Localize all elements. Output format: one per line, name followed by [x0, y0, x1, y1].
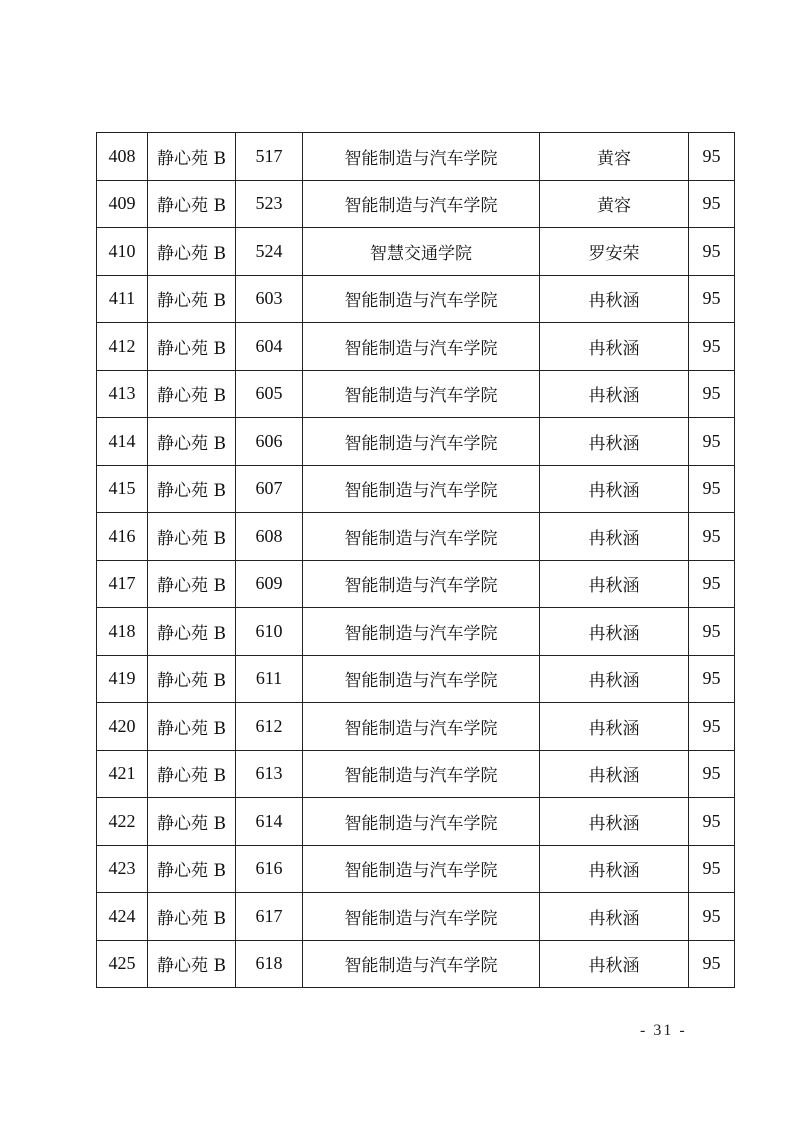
table-row	[97, 703, 735, 751]
score-cell: 95	[689, 703, 735, 751]
row-number-cell: 419	[97, 655, 148, 703]
table-row	[97, 560, 735, 608]
college-cell: 智能制造与汽车学院	[303, 513, 540, 561]
score-cell: 95	[689, 608, 735, 656]
row-number-cell: 416	[97, 513, 148, 561]
row-number-cell: 410	[97, 228, 148, 276]
row-number-cell: 413	[97, 370, 148, 418]
row-number-cell: 422	[97, 798, 148, 846]
score-cell: 95	[689, 750, 735, 798]
room-number-cell: 616	[236, 845, 303, 893]
table-row	[97, 513, 735, 561]
score-cell: 95	[689, 180, 735, 228]
building-cell: 静心苑 B	[148, 418, 236, 466]
score-cell: 95	[689, 845, 735, 893]
row-number-cell: 412	[97, 323, 148, 371]
table-row	[97, 418, 735, 466]
row-number-cell: 411	[97, 275, 148, 323]
room-number-cell: 612	[236, 703, 303, 751]
room-number-cell: 608	[236, 513, 303, 561]
college-cell: 智能制造与汽车学院	[303, 275, 540, 323]
college-cell: 智能制造与汽车学院	[303, 133, 540, 181]
row-number-cell: 417	[97, 560, 148, 608]
dormitory-score-table	[96, 132, 735, 988]
room-number-cell: 517	[236, 133, 303, 181]
building-cell: 静心苑 B	[148, 180, 236, 228]
college-cell: 智能制造与汽车学院	[303, 940, 540, 988]
college-cell: 智能制造与汽车学院	[303, 798, 540, 846]
score-cell: 95	[689, 228, 735, 276]
person-name-cell: 冉秋涵	[540, 893, 689, 941]
table-row	[97, 750, 735, 798]
building-cell: 静心苑 B	[148, 370, 236, 418]
table-row	[97, 133, 735, 181]
table-row	[97, 893, 735, 941]
person-name-cell: 冉秋涵	[540, 750, 689, 798]
dormitory-score-table-container	[96, 132, 734, 988]
college-cell: 智能制造与汽车学院	[303, 703, 540, 751]
person-name-cell: 冉秋涵	[540, 465, 689, 513]
row-number-cell: 418	[97, 608, 148, 656]
table-row	[97, 323, 735, 371]
score-cell: 95	[689, 323, 735, 371]
room-number-cell: 618	[236, 940, 303, 988]
room-number-cell: 607	[236, 465, 303, 513]
room-number-cell: 605	[236, 370, 303, 418]
row-number-cell: 424	[97, 893, 148, 941]
person-name-cell: 冉秋涵	[540, 608, 689, 656]
row-number-cell: 421	[97, 750, 148, 798]
building-cell: 静心苑 B	[148, 465, 236, 513]
person-name-cell: 罗安荣	[540, 228, 689, 276]
college-cell: 智能制造与汽车学院	[303, 370, 540, 418]
college-cell: 智能制造与汽车学院	[303, 180, 540, 228]
person-name-cell: 冉秋涵	[540, 513, 689, 561]
table-row	[97, 370, 735, 418]
score-cell: 95	[689, 418, 735, 466]
building-cell: 静心苑 B	[148, 845, 236, 893]
person-name-cell: 冉秋涵	[540, 418, 689, 466]
score-cell: 95	[689, 465, 735, 513]
building-cell: 静心苑 B	[148, 513, 236, 561]
room-number-cell: 613	[236, 750, 303, 798]
person-name-cell: 黄容	[540, 133, 689, 181]
college-cell: 智慧交通学院	[303, 228, 540, 276]
room-number-cell: 604	[236, 323, 303, 371]
person-name-cell: 冉秋涵	[540, 560, 689, 608]
room-number-cell: 609	[236, 560, 303, 608]
person-name-cell: 冉秋涵	[540, 703, 689, 751]
table-row	[97, 275, 735, 323]
score-cell: 95	[689, 370, 735, 418]
room-number-cell: 603	[236, 275, 303, 323]
building-cell: 静心苑 B	[148, 608, 236, 656]
row-number-cell: 415	[97, 465, 148, 513]
college-cell: 智能制造与汽车学院	[303, 655, 540, 703]
score-cell: 95	[689, 560, 735, 608]
row-number-cell: 409	[97, 180, 148, 228]
person-name-cell: 冉秋涵	[540, 655, 689, 703]
building-cell: 静心苑 B	[148, 323, 236, 371]
college-cell: 智能制造与汽车学院	[303, 750, 540, 798]
room-number-cell: 610	[236, 608, 303, 656]
person-name-cell: 冉秋涵	[540, 940, 689, 988]
building-cell: 静心苑 B	[148, 133, 236, 181]
table-body	[97, 133, 735, 988]
score-cell: 95	[689, 275, 735, 323]
room-number-cell: 606	[236, 418, 303, 466]
building-cell: 静心苑 B	[148, 703, 236, 751]
college-cell: 智能制造与汽车学院	[303, 608, 540, 656]
college-cell: 智能制造与汽车学院	[303, 323, 540, 371]
college-cell: 智能制造与汽车学院	[303, 845, 540, 893]
row-number-cell: 420	[97, 703, 148, 751]
college-cell: 智能制造与汽车学院	[303, 560, 540, 608]
row-number-cell: 425	[97, 940, 148, 988]
building-cell: 静心苑 B	[148, 798, 236, 846]
table-row	[97, 655, 735, 703]
score-cell: 95	[689, 940, 735, 988]
score-cell: 95	[689, 513, 735, 561]
college-cell: 智能制造与汽车学院	[303, 418, 540, 466]
building-cell: 静心苑 B	[148, 940, 236, 988]
building-cell: 静心苑 B	[148, 228, 236, 276]
score-cell: 95	[689, 893, 735, 941]
room-number-cell: 617	[236, 893, 303, 941]
table-row	[97, 940, 735, 988]
score-cell: 95	[689, 798, 735, 846]
person-name-cell: 冉秋涵	[540, 275, 689, 323]
room-number-cell: 524	[236, 228, 303, 276]
building-cell: 静心苑 B	[148, 655, 236, 703]
person-name-cell: 黄容	[540, 180, 689, 228]
row-number-cell: 414	[97, 418, 148, 466]
building-cell: 静心苑 B	[148, 560, 236, 608]
building-cell: 静心苑 B	[148, 275, 236, 323]
table-row	[97, 465, 735, 513]
table-row	[97, 608, 735, 656]
person-name-cell: 冉秋涵	[540, 370, 689, 418]
score-cell: 95	[689, 655, 735, 703]
room-number-cell: 523	[236, 180, 303, 228]
room-number-cell: 611	[236, 655, 303, 703]
page-number: - 31 -	[640, 1022, 687, 1039]
row-number-cell: 408	[97, 133, 148, 181]
table-row	[97, 798, 735, 846]
college-cell: 智能制造与汽车学院	[303, 465, 540, 513]
score-cell: 95	[689, 133, 735, 181]
table-row	[97, 845, 735, 893]
person-name-cell: 冉秋涵	[540, 798, 689, 846]
row-number-cell: 423	[97, 845, 148, 893]
room-number-cell: 614	[236, 798, 303, 846]
building-cell: 静心苑 B	[148, 893, 236, 941]
table-row	[97, 228, 735, 276]
building-cell: 静心苑 B	[148, 750, 236, 798]
table-row	[97, 180, 735, 228]
college-cell: 智能制造与汽车学院	[303, 893, 540, 941]
person-name-cell: 冉秋涵	[540, 845, 689, 893]
person-name-cell: 冉秋涵	[540, 323, 689, 371]
